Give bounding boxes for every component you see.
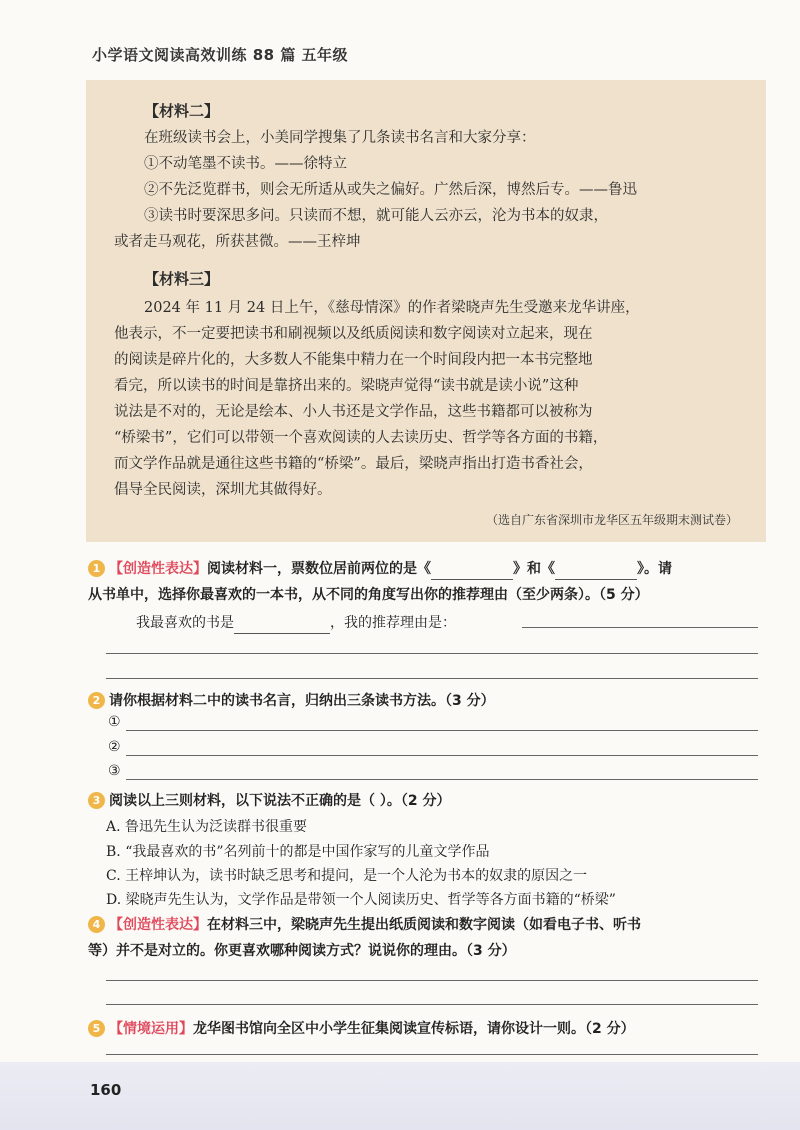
method-mark-1: ① <box>108 714 121 730</box>
material2-quote-3: ③读书时要深思多问。只读而不想，就可能人云亦云，沦为书本的奴隶， <box>144 208 608 224</box>
material-source-note: （选自广东省深圳市龙华区五年级期末测试卷） <box>485 513 738 527</box>
question-5 <box>88 1018 635 1038</box>
question-text: 在材料三中，梁晓声先生提出纸质阅读和数字阅读（如看电子书、听书 <box>207 917 641 933</box>
method-mark-2: ② <box>108 739 121 755</box>
answer-line[interactable] <box>522 627 758 628</box>
question-4 <box>88 914 641 934</box>
question-text: 阅读以上三则材料，以下说法不正确的是（ ）。（2 分） <box>109 793 451 809</box>
favorite-book-blank[interactable] <box>234 617 330 634</box>
question-number: 4 <box>88 916 105 933</box>
material3-line: 2024 年 11 月 24 日上午，《慈母情深》的作者梁晓声先生受邀来龙华讲座， <box>144 300 640 316</box>
material3-line: 看完，所以读书的时间是靠挤出来的。梁晓声觉得“读书就是读小说”这种 <box>114 378 579 394</box>
option-a[interactable]: A. 鲁迅先生认为泛读群书很重要 <box>106 819 308 835</box>
material3-line: 倡导全民阅读，深圳尤其做得好。 <box>114 482 332 498</box>
material2-quote-2: ②不先泛览群书，则会无所适从或失之偏好。广然后深，博然后专。——鲁迅 <box>144 182 637 198</box>
question-text: 阅读材料一，票数位居前两位的是《 <box>207 561 431 577</box>
question-text: 》。请 <box>637 561 672 577</box>
material3-line: 而文学作品就是通往这些书籍的“桥梁”。最后，梁晓声指出打造书香社会， <box>114 456 593 472</box>
book-title-blank-1[interactable] <box>431 563 513 580</box>
material2-quote-1: ①不动笔墨不读书。——徐特立 <box>144 156 347 172</box>
page-number: 160 <box>90 1081 122 1099</box>
material2-intro: 在班级读书会上，小美同学搜集了几条读书名言和大家分享： <box>144 130 536 146</box>
question-number: 3 <box>88 792 105 809</box>
material3-line: “桥梁书”，它们可以带领一个喜欢阅读的人去读历史、哲学等各方面的书籍， <box>114 430 608 446</box>
book-header-title: 小学语文阅读高效训练 88 篇 五年级 <box>92 46 349 64</box>
question-1-line-2: 从书单中，选择你最喜欢的一本书，从不同的角度写出你的推荐理由（至少两条）。（5 分） <box>88 587 649 603</box>
answer-line[interactable] <box>126 730 758 731</box>
answer-label: 我最喜欢的书是 <box>136 615 234 631</box>
question-1-answer-prompt <box>136 612 456 634</box>
question-1 <box>88 558 672 580</box>
answer-label: ，我的推荐理由是： <box>330 615 456 631</box>
question-2 <box>88 690 495 710</box>
option-c[interactable]: C. 王梓坤认为，读书时缺乏思考和提问，是一个人沦为书本的奴隶的原因之一 <box>106 868 588 884</box>
material3-title: 【材料三】 <box>144 270 220 288</box>
option-b[interactable]: B. “我最喜欢的书”名列前十的都是中国作家写的儿童文学作品 <box>106 844 490 860</box>
answer-line[interactable] <box>106 1054 758 1055</box>
book-title-blank-2[interactable] <box>555 563 637 580</box>
method-mark-3: ③ <box>108 763 121 779</box>
answer-line[interactable] <box>106 1004 758 1005</box>
question-text: 》和《 <box>513 561 555 577</box>
question-tag: 【创造性表达】 <box>109 561 207 577</box>
answer-line[interactable] <box>106 980 758 981</box>
answer-line[interactable] <box>126 755 758 756</box>
question-text: 龙华图书馆向全区中小学生征集阅读宣传标语，请你设计一则。（2 分） <box>193 1021 635 1037</box>
question-number: 1 <box>88 560 105 577</box>
question-4-line-2: 等）并不是对立的。你更喜欢哪种阅读方式？说说你的理由。（3 分） <box>88 943 516 959</box>
material2-quote-3-cont: 或者走马观花，所获甚微。——王梓坤 <box>114 234 361 250</box>
answer-line[interactable] <box>106 678 758 679</box>
material3-line: 说法是不对的，无论是绘本、小人书还是文学作品，这些书籍都可以被称为 <box>114 404 593 420</box>
question-3 <box>88 790 451 810</box>
option-d[interactable]: D. 梁晓声先生认为，文学作品是带领一个人阅读历史、哲学等各方面书籍的“桥梁” <box>106 892 616 908</box>
reading-materials-box <box>86 80 766 542</box>
question-number: 2 <box>88 692 105 709</box>
answer-line[interactable] <box>106 653 758 654</box>
material3-line: 他表示，不一定要把读书和刷视频以及纸质阅读和数字阅读对立起来，现在 <box>114 326 593 342</box>
material3-line: 的阅读是碎片化的，大多数人不能集中精力在一个时间段内把一本书完整地 <box>114 352 593 368</box>
question-tag: 【情境运用】 <box>109 1021 193 1037</box>
question-number: 5 <box>88 1020 105 1037</box>
question-text: 请你根据材料二中的读书名言，归纳出三条读书方法。（3 分） <box>109 693 495 709</box>
answer-line[interactable] <box>126 779 758 780</box>
question-tag: 【创造性表达】 <box>109 917 207 933</box>
material2-title: 【材料二】 <box>144 102 220 120</box>
